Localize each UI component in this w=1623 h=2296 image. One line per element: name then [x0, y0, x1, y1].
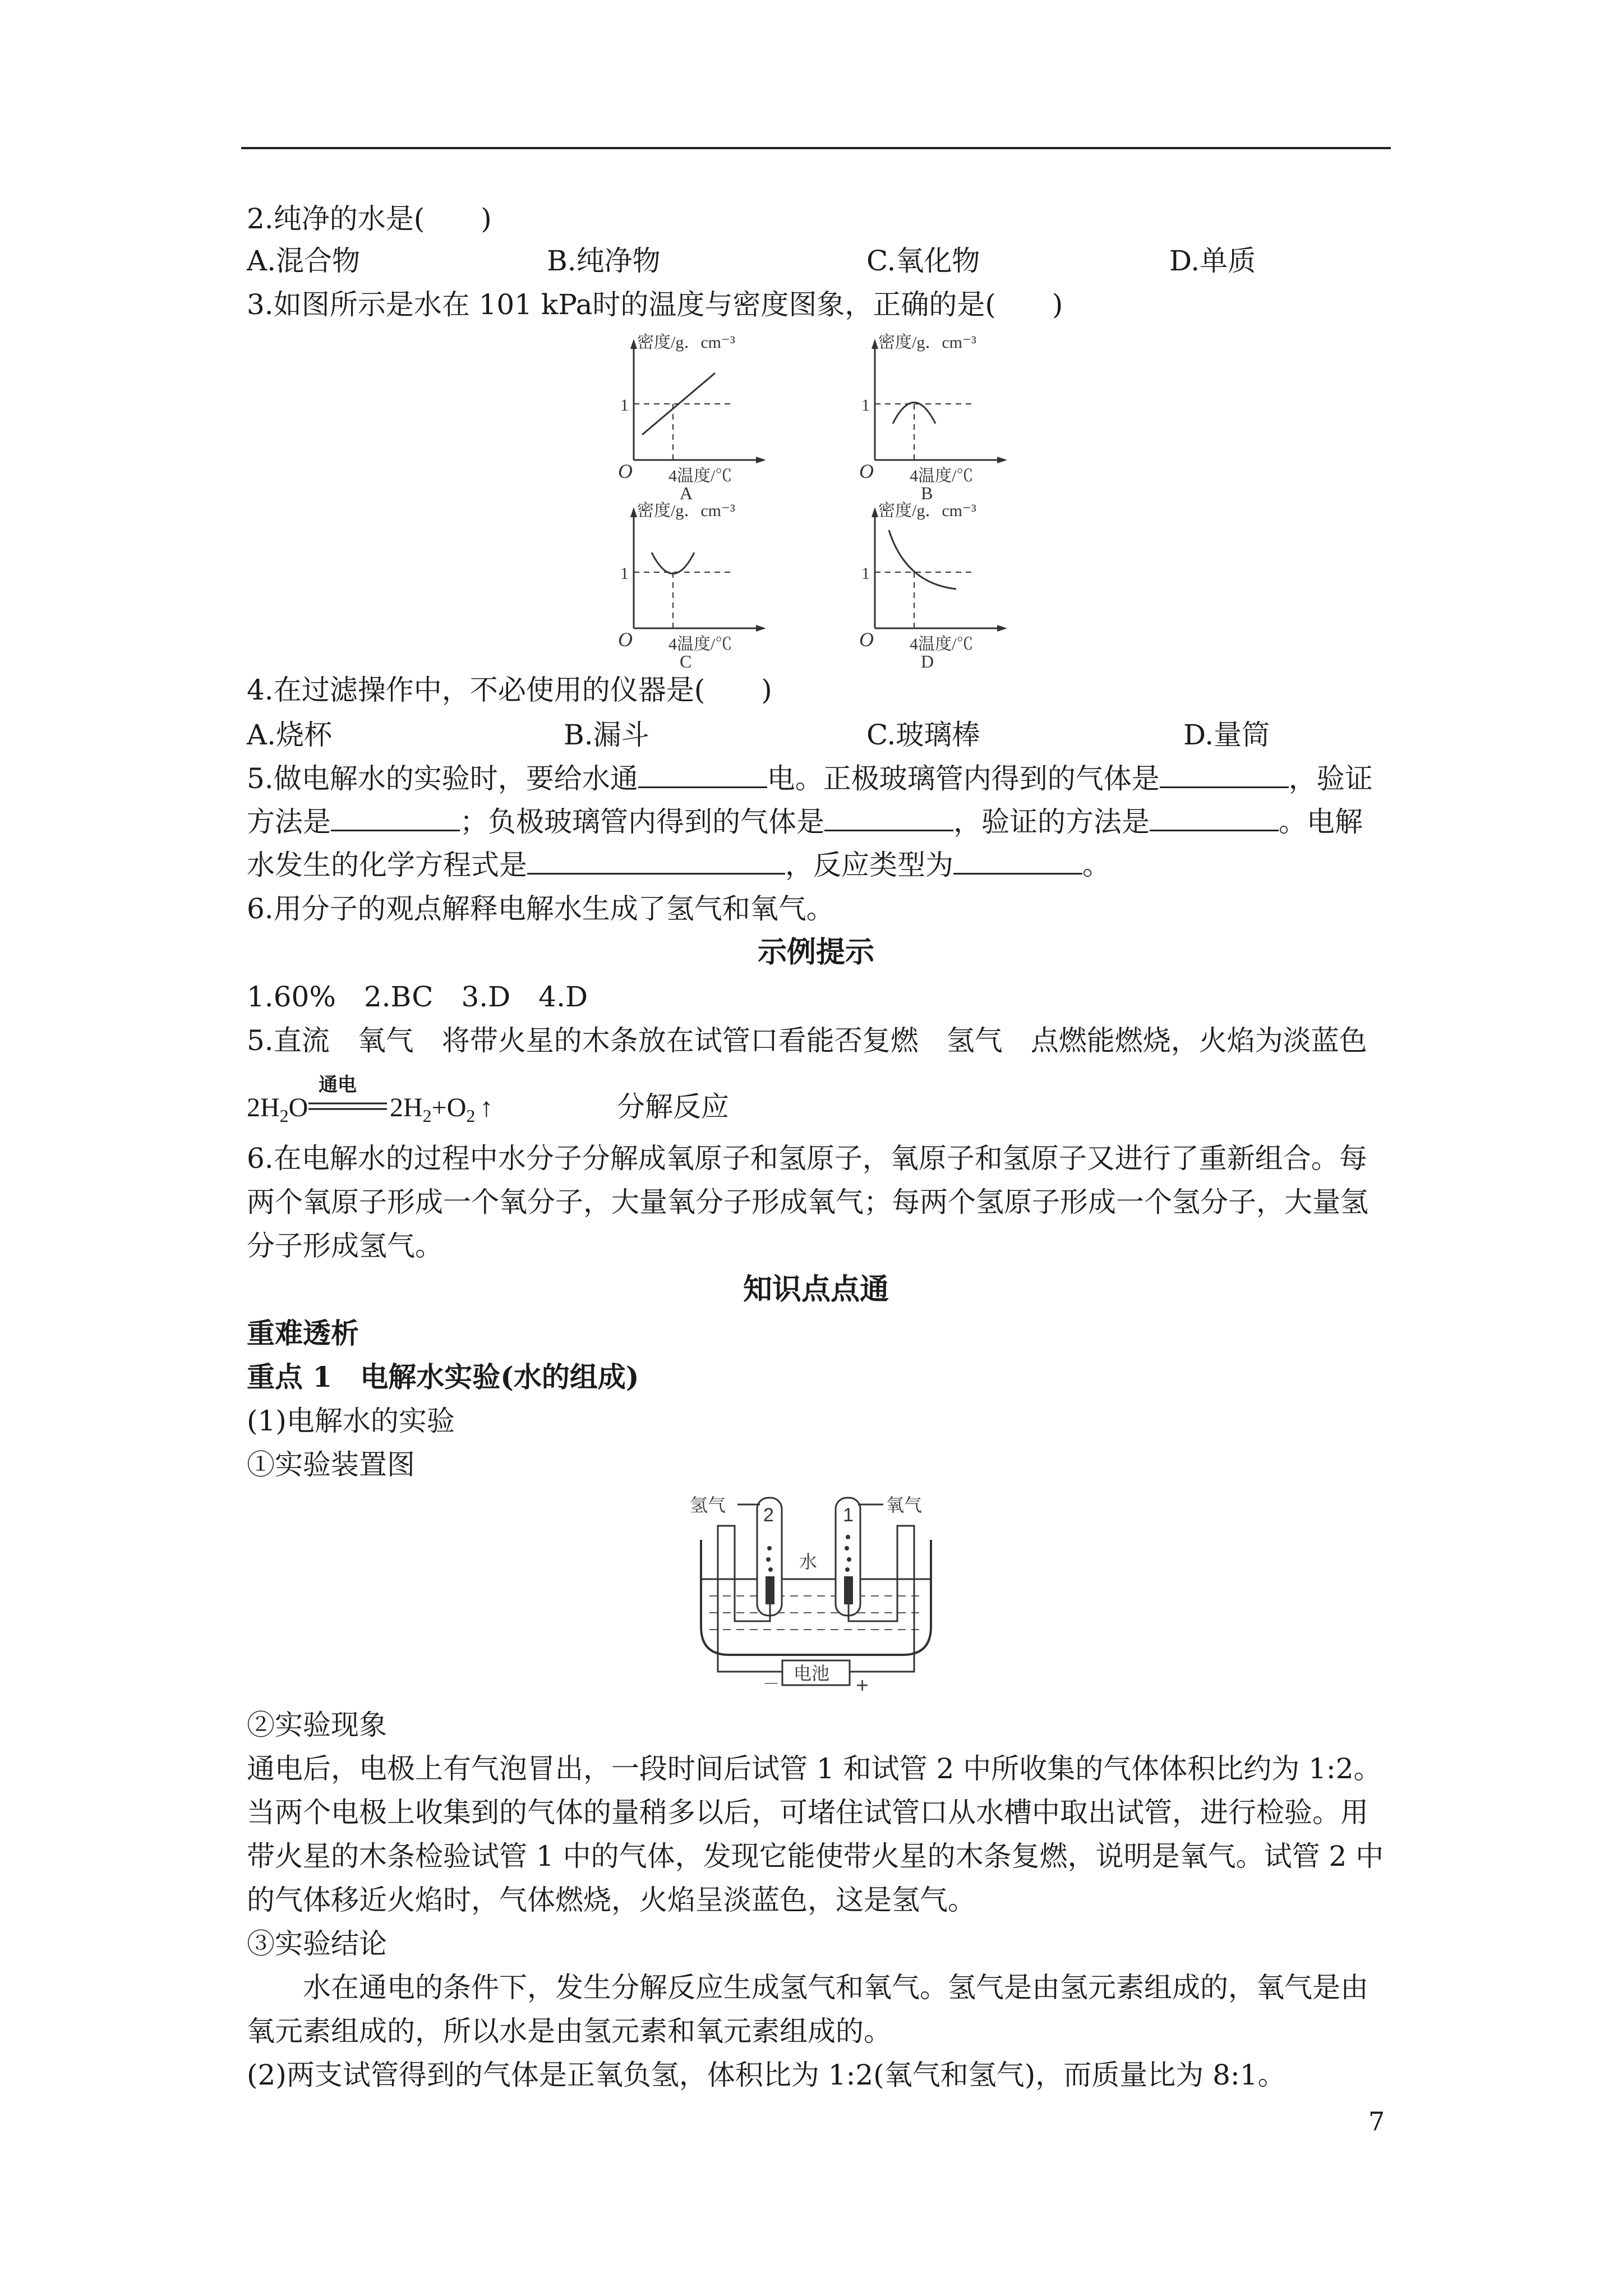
graph-a: [617, 331, 774, 499]
q5-blank-3[interactable]: [331, 804, 460, 831]
graph-a-tick: 1: [620, 396, 629, 415]
q5-l3c: 。: [1082, 849, 1110, 881]
page-number: 7: [1368, 2106, 1385, 2137]
q5-line3: [247, 845, 1110, 885]
q5-l3a: 水发生的化学方程式是: [247, 849, 527, 881]
knowledge-sub1: 重难透析: [247, 1317, 359, 1350]
q5-l1c: ，验证: [1288, 762, 1373, 795]
q5-l2a: 方法是: [247, 806, 331, 838]
q2-option-c: C.氧化物: [866, 245, 980, 277]
q5-line1: [247, 759, 1373, 798]
graph-a-ylabel: 密度/g．cm⁻³: [637, 333, 735, 352]
q5-blank-5[interactable]: [1150, 804, 1279, 831]
graph-a-letter: A: [680, 483, 693, 499]
graph-b-letter: B: [921, 483, 933, 499]
q5-l2d: 。电解: [1279, 806, 1363, 838]
knowledge-p4-line4: 的气体移近火焰时，气体燃烧，火焰呈淡蓝色，这是氢气。: [247, 1884, 976, 1916]
graph-c-origin: O: [618, 628, 633, 651]
graph-b: [858, 331, 1015, 499]
graph-a-xlabel: 4温度/℃: [668, 467, 732, 485]
q2-option-b: B.纯净物: [547, 245, 661, 277]
q5-blank-6[interactable]: [527, 847, 785, 875]
graph-d-ylabel: 密度/g．cm⁻³: [878, 501, 976, 520]
answers-heading: 示例提示: [757, 935, 874, 969]
q5-l2b: ；负极玻璃管内得到的气体是: [460, 806, 824, 838]
apparatus-left-gas: 氢气: [690, 1494, 726, 1516]
apparatus-battery: 电池: [794, 1663, 830, 1684]
answers-line1: 1.60% 2.BC 3.D 4.D: [247, 981, 588, 1013]
knowledge-p1: (1)电解水的实验: [247, 1405, 455, 1437]
graph-c-tick: 1: [620, 564, 629, 583]
knowledge-p4-line2: 当两个电极上收集到的气体的量稍多以后，可堵住试管口从水槽中取出试管，进行检验。用: [247, 1796, 1368, 1829]
q4-stem: 4.在过滤操作中，不必使用的仪器是( ): [247, 674, 772, 706]
q4-option-c: C.玻璃棒: [866, 719, 980, 751]
electrolysis-apparatus: [684, 1492, 948, 1694]
knowledge-p2: ①实验装置图: [247, 1448, 415, 1481]
q4-option-d: D.量筒: [1183, 719, 1270, 751]
q5-l1a: 5.做电解水的实验时，要给水通: [247, 762, 638, 795]
graph-c: [617, 499, 774, 668]
eq-left: $2H_2O$: [247, 1093, 308, 1126]
answers-line2: 5.直流 氧气 将带火星的木条放在试管口看能否复燃 氢气 点燃能燃烧，火焰为淡蓝色: [247, 1024, 1367, 1057]
apparatus-right-gas: 氧气: [886, 1494, 923, 1516]
q5-blank-7[interactable]: [953, 847, 1082, 875]
q5-l2c: ，验证的方法是: [953, 806, 1150, 838]
graph-d-letter: D: [921, 651, 934, 668]
apparatus-tube-left: 2: [763, 1504, 774, 1526]
q5-blank-4[interactable]: [824, 804, 953, 831]
q4-option-a: A.烧杯: [247, 719, 333, 751]
graph-d-xlabel: 4温度/℃: [910, 635, 974, 654]
q2-option-a: A.混合物: [247, 245, 361, 277]
q2-stem: 2.纯净的水是( ): [247, 203, 492, 235]
answer-equation: [247, 1069, 976, 1130]
eq-condition: 通电: [319, 1074, 357, 1096]
graph-c-ylabel: 密度/g．cm⁻³: [637, 501, 735, 520]
apparatus-tube-right: 1: [843, 1504, 854, 1526]
q2-option-d: D.单质: [1169, 245, 1256, 277]
knowledge-p4-line3: 带火星的木条检验试管 1 中的气体，发现它能使带火星的木条复燃，说明是氧气。试管 2 中: [247, 1840, 1384, 1872]
graph-c-letter: C: [680, 651, 692, 668]
knowledge-p3: ②实验现象: [247, 1709, 387, 1741]
eq-right: $2H_2+O_2$ ↑: [390, 1093, 494, 1126]
q5-l1b: 电。正极玻璃管内得到的气体是: [767, 762, 1160, 795]
knowledge-sub2: 重点 1 电解水实验(水的组成): [247, 1360, 639, 1393]
q5-blank-2[interactable]: [1160, 761, 1289, 788]
graph-a-origin: O: [618, 460, 633, 482]
apparatus-water: 水: [799, 1551, 818, 1572]
answer6-line1: 6.在电解水的过程中水分子分解成氧原子和氢原子，氧原子和氢原子又进行了重新组合。每: [247, 1142, 1367, 1175]
knowledge-p5: ③实验结论: [247, 1927, 387, 1960]
apparatus-plus: +: [855, 1676, 870, 1694]
q6-stem: 6.用分子的观点解释电解水生成了氢气和氧气。: [247, 892, 834, 925]
answer6-line3: 分子形成氢气。: [247, 1230, 443, 1262]
q5-line2: [247, 802, 1363, 841]
knowledge-p4-line1: 通电后，电极上有气泡冒出，一段时间后试管 1 和试管 2 中所收集的气体体积比约为 1:2。: [247, 1752, 1382, 1785]
graph-d-tick: 1: [861, 564, 870, 583]
graph-d-origin: O: [859, 628, 874, 651]
knowledge-p7: (2)两支试管得到的气体是正氧负氢，体积比为 1:2(氧气和氢气)，而质量比为 8:1。: [247, 2059, 1286, 2091]
knowledge-p6-line1: 水在通电的条件下，发生分解反应生成氢气和氧气。氢气是由氢元素组成的，氧气是由: [247, 1971, 1368, 2004]
q4-option-b: B.漏斗: [564, 719, 649, 751]
q5-blank-1[interactable]: [638, 761, 767, 788]
graph-b-tick: 1: [861, 396, 870, 415]
graph-b-origin: O: [859, 460, 874, 482]
graph-d: [858, 499, 1015, 668]
q3-stem: 3.如图所示是水在 101 kPa时的温度与密度图象，正确的是( ): [247, 288, 1063, 321]
apparatus-minus: －: [763, 1674, 780, 1694]
q5-l3b: ，反应类型为: [785, 849, 953, 881]
graph-b-xlabel: 4温度/℃: [910, 467, 974, 485]
answer6-line2: 两个氧原子形成一个氧分子，大量氧分子形成氧气；每两个氢原子形成一个氢分子，大量氢: [247, 1186, 1368, 1218]
knowledge-p6-line2: 氧元素组成的，所以水是由氢元素和氧元素组成的。: [247, 2015, 892, 2047]
eq-type: 分解反应: [617, 1091, 729, 1123]
graph-b-ylabel: 密度/g．cm⁻³: [878, 333, 976, 352]
graph-c-xlabel: 4温度/℃: [668, 635, 732, 654]
header-rule: [241, 147, 1391, 149]
knowledge-heading: 知识点点通: [743, 1272, 889, 1306]
